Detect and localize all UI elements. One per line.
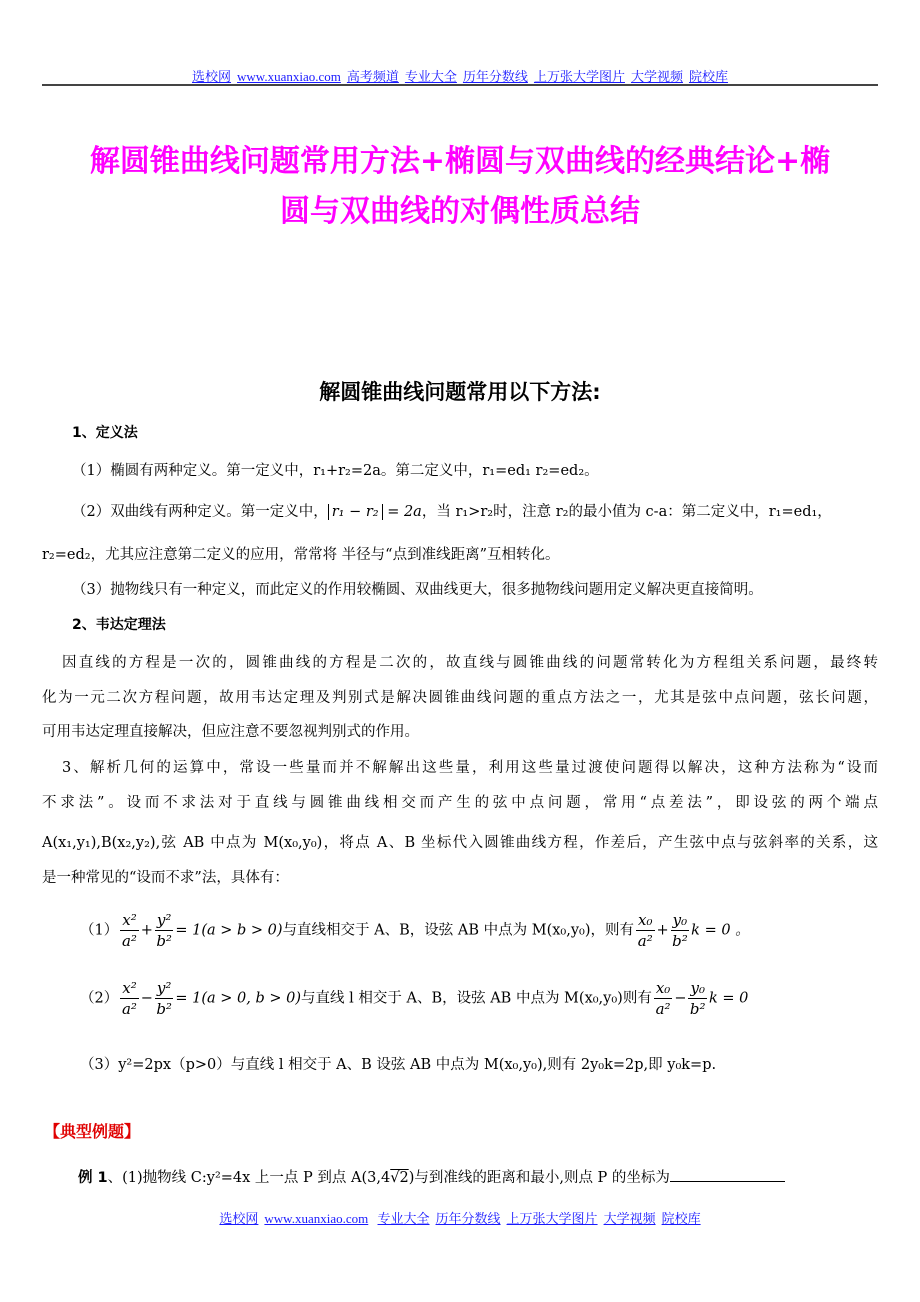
method1-heading: 1、定义法: [72, 425, 138, 441]
header-links: [0, 66, 920, 85]
link-majors[interactable]: 专业大全: [377, 1211, 430, 1226]
text: 与直线相交于 A、B，设弦 AB 中点为 M(x₀,y₀)，则有: [282, 922, 635, 939]
method1-p3: （3）抛物线只有一种定义，而此定义的作用较椭圆、双曲线更大，很多抛物线问题用定义解决更直接简明。: [72, 582, 763, 598]
link-images[interactable]: 上万张大学图片: [506, 1211, 598, 1226]
num: x₀: [638, 911, 653, 929]
fraction: [120, 910, 138, 951]
link-videos[interactable]: 大学视频: [603, 1211, 656, 1226]
method2-line: 因直线的方程是一次的，圆锥曲线的方程是二次的，故直线与圆锥曲线的问题常转化为方程组关系问题，最终转: [62, 655, 878, 671]
op: +: [656, 922, 669, 939]
fraction: [688, 978, 707, 1019]
label: （1）: [80, 922, 119, 939]
den: b²: [689, 1000, 706, 1018]
formula-2: [80, 978, 916, 1019]
method2-line: 化为一元二次方程问题，故用韦达定理及判别式是解决圆锥曲线问题的重点方法之一，尤其是弦中点问题，弦长问题，: [42, 690, 878, 706]
fraction: [120, 978, 138, 1019]
fraction: [671, 910, 690, 951]
method3-line: A(x₁,y₁),B(x₂,y₂),弦 AB 中点为 M(x₀,y₀)，将点 A、B 坐标代入圆锥曲线方程，作差后，产生弦中点与弦斜率的关系，这: [42, 835, 878, 851]
num: y₀: [672, 911, 688, 929]
section-heading: 解圆锥曲线问题常用以下方法:: [319, 380, 601, 404]
fraction: [636, 910, 654, 951]
condition: = 1(a > b > 0): [175, 922, 283, 939]
link-xuanxiao[interactable]: 选校网: [192, 69, 232, 84]
formula-3: （3）y²=2px（p>0）与直线 l 相交于 A、B 设弦 AB 中点为 M(x₀,y₀),则有 2y₀k=2p,即 y₀k=p.: [80, 1057, 717, 1073]
link-images[interactable]: 上万张大学图片: [533, 69, 625, 84]
example-label: 例 1: [78, 1170, 108, 1186]
footer-links: [0, 1208, 920, 1227]
text: )与到准线的距离和最小,则点 P 的坐标为: [408, 1170, 670, 1186]
tail: k = 0: [708, 990, 749, 1007]
link-scores[interactable]: 历年分数线: [462, 69, 528, 84]
examples-heading: 【典型例题】: [44, 1122, 141, 1141]
title-line-2: 圆与双曲线的对偶性质总结: [280, 194, 640, 229]
answer-blank[interactable]: [670, 1170, 785, 1182]
link-videos[interactable]: 大学视频: [630, 69, 683, 84]
link-majors[interactable]: 专业大全: [404, 69, 457, 84]
den: b²: [156, 1000, 172, 1018]
condition: = 1(a > 0, b > 0): [175, 990, 302, 1007]
fraction: [155, 978, 174, 1019]
link-colleges[interactable]: 院校库: [661, 1211, 701, 1226]
num: x₀: [655, 979, 671, 997]
example-1: [78, 1166, 914, 1187]
text: ，当 r₁>r₂时，注意 r₂的最小值为 c-a：第二定义中，r₁=ed₁，: [421, 504, 832, 520]
op: −: [674, 990, 687, 1007]
num: x²: [122, 911, 137, 929]
method2-line: 可用韦达定理直接解决，但应注意不要忽视判别式的作用。: [42, 724, 419, 740]
formula: = 2a: [387, 504, 422, 520]
method1-p2-line2: r₂=ed₂，尤其应注意第二定义的应用，常常将 半径与“点到准线距离”互相转化。: [42, 547, 560, 563]
title-line-1: 解圆锥曲线问题常用方法+椭圆与双曲线的经典结论+椭: [89, 144, 831, 179]
abs-formula: r₁ − r₂: [328, 504, 383, 520]
document-title: [30, 137, 890, 237]
fraction: [155, 910, 174, 951]
method3-line: 不求法”。设而不求法对于直线与圆锥曲线相交而产生的弦中点问题，常用“点差法”，即设弦的两个端点: [42, 795, 878, 811]
den: b²: [156, 932, 172, 950]
op: +: [140, 922, 153, 939]
link-site[interactable]: www.xuanxiao.com: [237, 69, 341, 84]
op: −: [140, 990, 153, 1007]
text: （2）双曲线有两种定义。第一定义中，: [72, 504, 328, 520]
method3-line: 是一种常见的“设而不求”法，具体有：: [42, 870, 289, 886]
link-colleges[interactable]: 院校库: [688, 69, 728, 84]
link-xuanxiao[interactable]: 选校网: [219, 1211, 259, 1226]
tail: k = 0 。: [691, 922, 750, 939]
sqrt: √2: [390, 1170, 409, 1186]
label: （2）: [80, 990, 119, 1007]
link-site[interactable]: www.xuanxiao.com: [264, 1211, 369, 1226]
link-scores[interactable]: 历年分数线: [435, 1211, 501, 1226]
num: y²: [156, 911, 172, 929]
num: y²: [156, 979, 172, 997]
fraction: [654, 978, 672, 1019]
text: 与直线 l 相交于 A、B，设弦 AB 中点为 M(x₀,y₀)则有: [301, 990, 652, 1007]
formula-1: [80, 910, 916, 951]
den: a²: [655, 1000, 671, 1018]
text: 、(1)抛物线 C:y²=4x 上一点 P 到点 A(3,4: [107, 1170, 391, 1186]
den: b²: [672, 932, 688, 950]
link-gaokao[interactable]: 高考频道: [346, 69, 399, 84]
method3-line: 3、解析几何的运算中，常设一些量而并不解解出这些量，利用这些量过渡使问题得以解决，这种方法称为“设而: [62, 760, 878, 776]
method2-heading: 2、韦达定理法: [72, 617, 166, 633]
header-rule: [42, 84, 878, 86]
method1-p2: [72, 500, 908, 521]
num: y₀: [690, 979, 705, 997]
den: a²: [121, 1000, 137, 1018]
num: x²: [122, 979, 137, 997]
method1-p1: （1）椭圆有两种定义。第一定义中，r₁+r₂=2a。第二定义中，r₁=ed₁ r₂=ed₂。: [72, 463, 599, 479]
den: a²: [637, 932, 653, 950]
den: a²: [121, 932, 137, 950]
